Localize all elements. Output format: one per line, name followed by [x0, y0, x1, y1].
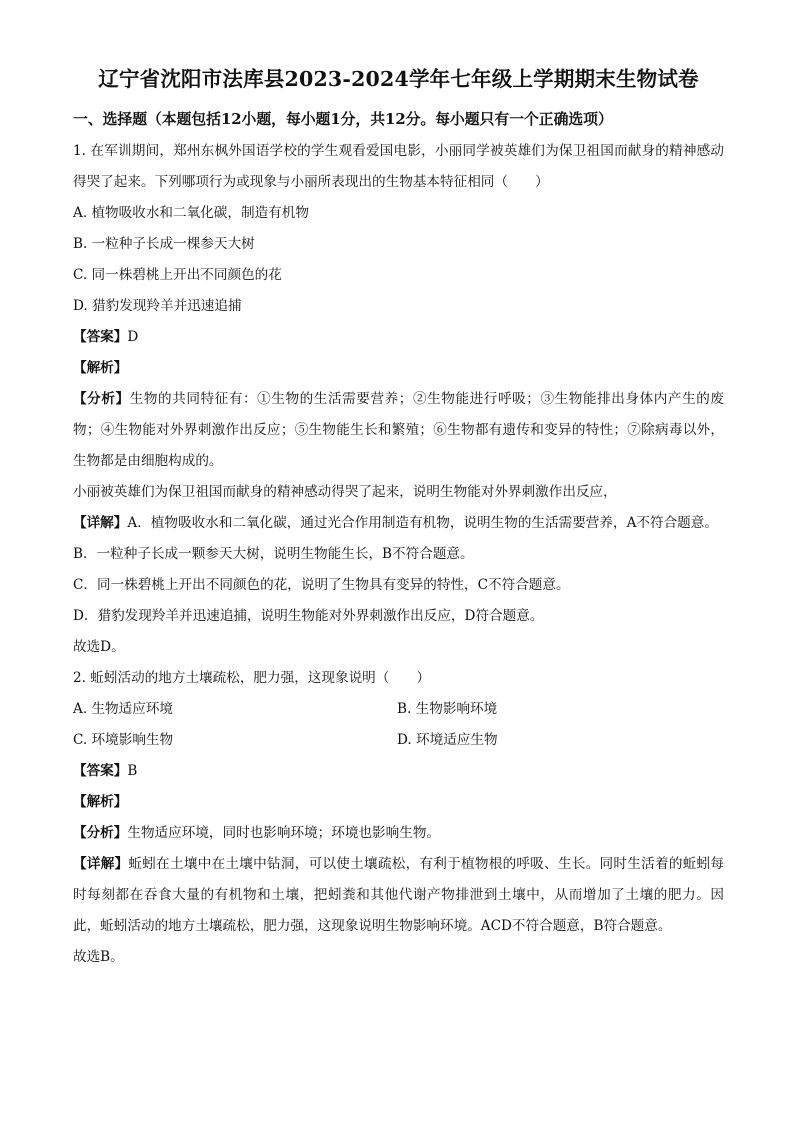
question-2-option-a: A. 生物适应环境 [73, 701, 174, 717]
question-2-option-d: D. 环境适应生物 [397, 732, 498, 748]
answer-tag: 【答案】 [73, 329, 128, 345]
answer-value: B [127, 763, 138, 779]
fenxi-tag: 【分析】 [73, 825, 128, 841]
question-1-stem: 1. 在军训期间，郑州东枫外国语学校的学生观看爱国电影，小丽同学被英雄们为保卫祖国而献身的精神感动得哭了起来。下列哪项行为或现象与小丽所表现出的生物基本特征相同（ ） [73, 143, 724, 190]
xiangjie-tag: 【详解】 [73, 856, 129, 872]
question-1-conclusion: 故选D。 [73, 639, 125, 655]
section-heading: 一、选择题（本题包括12小题，每小题1分，共12分。每小题只有一个正确选项） [73, 111, 613, 128]
question-2-analysis-tag: 【解析】 [73, 794, 128, 810]
question-2-stem: 2. 蚯蚓活动的地方土壤疏松，肥力强，这现象说明（ ） [73, 670, 431, 686]
question-1-option-a: A. 植物吸收水和二氧化碳，制造有机物 [73, 205, 309, 221]
question-2-option-b: B. 生物影响环境 [397, 701, 498, 717]
question-1-xiangjie-d: D．猎豹发现羚羊并迅速追捕，说明生物能对外界刺激作出反应，D符合题意。 [73, 608, 544, 624]
fenxi-tag: 【分析】 [73, 391, 130, 407]
question-1-answer [73, 322, 724, 353]
question-2-option-c: C. 环境影响生物 [73, 732, 174, 748]
fenxi-text: 生物适应环境，同时也影响环境；环境也影响生物。 [127, 825, 441, 841]
question-1-fenxi-2: 小丽被英雄们为保卫祖国而献身的精神感动得哭了起来，说明生物能对外界刺激作出反应， [73, 484, 617, 500]
xiangjie-text: 蚯蚓在土壤中在土壤中钻洞，可以使土壤疏松，有利于植物根的呼吸、生长。同时生活着的蚯蚓每时每刻都在吞食大量的有机物和土壤，把蚓粪和其他代谢产物排泄到土壤中，从而增加了土壤的肥力。因此，蚯蚓活动的地方土壤疏松，肥力强，这现象说明生物影响环境。ACD不符合题意，B符合题意。 [73, 856, 725, 934]
question-1-fenxi [73, 384, 724, 477]
answer-tag: 【答案】 [73, 763, 128, 779]
question-1-xiangjie-a [73, 508, 724, 539]
question-1-option-d: D. 猎豹发现羚羊并迅速追捕 [73, 298, 242, 314]
question-1-analysis-tag: 【解析】 [73, 360, 128, 376]
fenxi-text: 生物的共同特征有：①生物的生活需要营养；②生物能进行呼吸；③生物能排出身体内产生的废物；④生物能对外界刺激作出反应；⑤生物能生长和繁殖；⑥生物都有遗传和变异的特性；⑦除病毒以外，生物都是由细胞构成的。 [73, 391, 725, 469]
question-2-options-row-2 [73, 725, 724, 756]
question-1-xiangjie-c: C．同一株碧桃上开出不同颜色的花，说明了生物具有变异的特性，C不符合题意。 [73, 577, 570, 593]
question-1-option-b: B. 一粒种子长成一棵参天大树 [73, 236, 255, 252]
question-2-conclusion: 故选B。 [73, 949, 124, 965]
answer-value: D [127, 329, 139, 345]
question-2-fenxi [73, 818, 724, 849]
xiangjie-text: A．植物吸收水和二氧化碳，通过光合作用制造有机物，说明生物的生活需要营养，A不符合题意。 [127, 515, 718, 531]
question-2 [73, 663, 724, 973]
document-title: 辽宁省沈阳市法库县2023-2024学年七年级上学期期末生物试卷 [98, 67, 699, 91]
question-2-answer [73, 756, 724, 787]
question-2-options-row-1 [73, 694, 724, 725]
question-1-xiangjie-b: B．一粒种子长成一颗参天大树，说明生物能生长，B不符合题意。 [73, 546, 474, 562]
question-2-xiangjie [73, 849, 724, 942]
xiangjie-tag: 【详解】 [73, 515, 128, 531]
question-1-option-c: C. 同一株碧桃上开出不同颜色的花 [73, 267, 282, 283]
question-1 [73, 136, 724, 663]
